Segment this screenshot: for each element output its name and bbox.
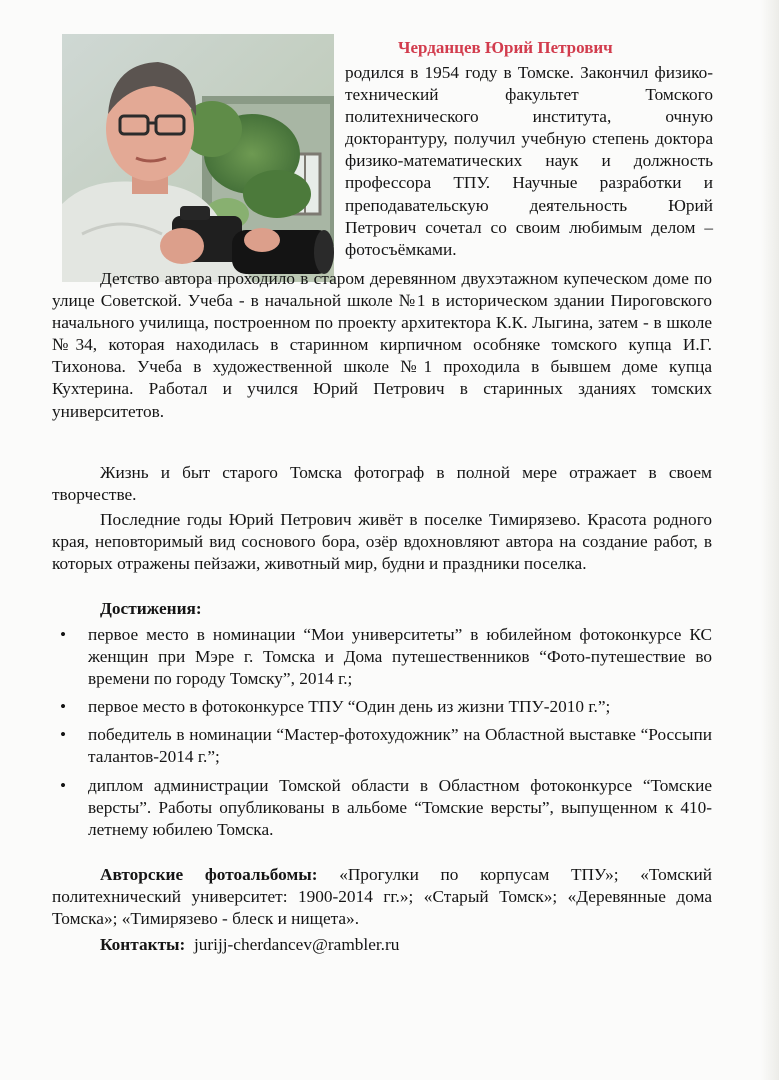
achievements-heading: Достижения: xyxy=(100,599,202,618)
bullet-icon: • xyxy=(60,697,67,717)
contact-email[interactable]: jurijj-cherdancev@rambler.ru xyxy=(193,935,400,954)
page-edge-shadow xyxy=(761,0,779,1080)
achievement-item: • победитель в номинации “Мастер-фотохудожник” на Областной выставке “Россыпи талантов-2014 г.”; xyxy=(60,725,712,767)
contacts-line xyxy=(100,934,399,956)
bullet-icon: • xyxy=(60,625,67,644)
albums-list: «Прогулки по корпусам ТПУ»; «Томский политехнический университет: 1900-2014 гг.»; «Старый Томск»; «Деревянные дома Томска»; «Тимирязево - блеск и нищета». xyxy=(52,865,712,929)
albums-heading: Авторские фотоальбомы: xyxy=(100,865,318,884)
achievement-item: • диплом администрации Томской области в Областном фотоконкурсе “Томские версты”. Работы опубликованы в альбоме “Томские версты”, выпущенном к 410-летнему юбилею Томска. xyxy=(60,775,712,839)
achievement-item: • первое место в фотоконкурсе ТПУ “Один день из жизни ТПУ-2010 г.”; xyxy=(52,696,712,718)
timiryazevo-paragraph: Последние годы Юрий Петрович живёт в поселке Тимирязево. Красота родного края, неповторимый вид соснового бора, озёр вдохновляют автора на создание работ, в которых отражены пейзажи, животный мир, будни и праздники поселка. xyxy=(52,510,712,574)
achievement-item: • первое место в номинации “Мои университеты” в юбилейном фотоконкурсе КС женщин при Мэре г. Томска и Дома путешественников “Фото-путешествие во времени по городу Томску”, 2014 г.; xyxy=(60,625,712,689)
childhood-paragraph: Детство автора проходило в старом деревянном двухэтажном купеческом доме по улице Советской. Учеба - в начальной школе №1 в историческом здании Пироговского начального училища, построенном по проекту архитектора К.К. Лыгина, затем - в школе №34, которая находилась в старинном кирпичном особняке томского купца И.Г. Тихонова. Учеба в художественной школе №1 проходила в бывшем доме купца Кухтерина. Работал и учился Юрий Петрович в старинных зданиях томских университетов. xyxy=(52,269,712,421)
author-name: Черданцев Юрий Петрович xyxy=(398,38,613,57)
contacts-heading: Контакты: xyxy=(100,935,186,954)
bullet-icon: • xyxy=(60,775,67,795)
creativity-paragraph: Жизнь и быт старого Томска фотограф в полной мере отражает в своем творчестве. xyxy=(52,463,712,505)
author-photo xyxy=(62,34,334,282)
albums-paragraph xyxy=(52,864,712,930)
bullet-icon: • xyxy=(60,725,67,745)
achievements-list xyxy=(52,624,712,847)
intro-paragraph: родился в 1954 году в Томске. Закончил физико-технический факультет Томского политехнического института, очную докторантуру, получил учебную степень доктора физико-математических наук и должность профессора ТПУ. Научные разработки и преподавательскую деятельность Юрий Петрович сочетал со своим любимым делом – фотосъёмками. xyxy=(345,63,713,259)
